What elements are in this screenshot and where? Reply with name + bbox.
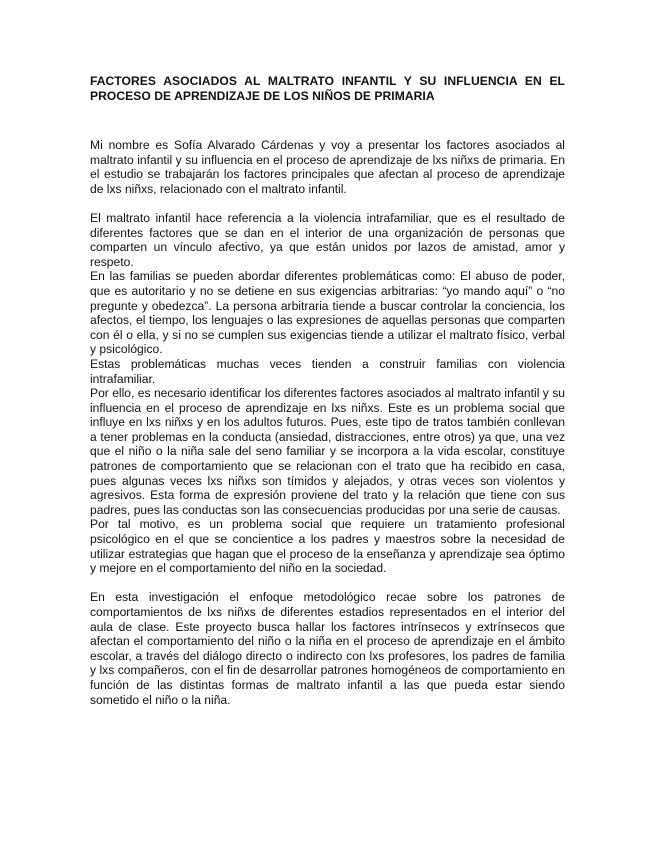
paragraph-definition: El maltrato infantil hace referencia a la violencia intrafamiliar, que es el resultado de diferentes factores que se dan en el interior de una organización de personas que comparten un vínculo afectivo, ya que están unidos por lazos de amistad, amor y respeto. xyxy=(90,210,565,269)
paragraph-methodology: En esta investigación el enfoque metodológico recae sobre los patrones de comportamientos de lxs niñxs de diferentes estadios representados en el interior del aula de clase. Este proyecto busca hallar los factores intrínsecos y extrínsecos que afectan el comportamiento del niño o la niña en el proceso de aprendizaje en el ámbito escolar, a través del diálogo directo o indirecto con lxs profesores, los padres de familia y lxs compañeros, con el fin de desarrollar patrones homogéneos de comportamiento en función de las distintas formas de maltrato infantil a las que pueda estar siendo sometido el niño o la niña. xyxy=(90,590,565,707)
paragraph-family-problems: En las familias se pueden abordar diferentes problemáticas como: El abuso de poder, que es autoritario y no se detiene en sus exigencias arbitrarias: “yo mando aquí” o “no pregunte y obedezca”. La persona arbitraria tiende a buscar controlar la conciencia, los afectos, el tiempo, los lenguajes o las expresiones de aquellas personas que comparten con él o ella, y si no se cumplen sus exigencias tiende a utilizar el maltrato físico, verbal y psicológico. xyxy=(90,269,565,357)
document-title: FACTORES ASOCIADOS AL MALTRATO INFANTIL Y SU INFLUENCIA EN EL PROCESO DE APRENDIZAJE DE LOS NIÑOS DE PRIMARIA xyxy=(90,74,565,103)
document-body xyxy=(90,74,565,707)
paragraph-introduction: Mi nombre es Sofía Alvarado Cárdenas y voy a presentar los factores asociados al maltrato infantil y su influencia en el proceso de aprendizaje de lxs niñxs de primaria. En el estudio se trabajarán los factores principales que afectan al proceso de aprendizaje de lxs niñxs, relacionado con el maltrato infantil. xyxy=(90,138,565,196)
paragraph-intrafamily-violence: Estas problemáticas muchas veces tienden a construir familias con violencia intrafamiliar. xyxy=(90,356,565,386)
paragraph-identification: Por ello, es necesario identificar los diferentes factores asociados al maltrato infantil y su influencia en el proceso de aprendizaje en lxs niñxs. Este es un problema social que influye en lxs niñxs y en los adultos futuros. Pues, este tipo de tratos también conllevan a tener problemas en la conducta (ansiedad, distracciones, entre otros) ya que, una vez que el niño o la niña sale del seno familiar y se incorpora a la vida escolar, constituye patrones de comportamiento que se relacionan con el trato que ha recibido en casa, pues algunas veces lxs niñxs son tímidos y alejados, y otras veces son violentos y agresivos. Esta forma de expresión proviene del trato y la relación que tiene con sus padres, pues las conductas son las consecuencias producidas por una serie de causas. xyxy=(90,386,565,517)
paragraph-treatment: Por tal motivo, es un problema social que requiere un tratamiento profesional psicológico en el que se concientice a los padres y maestros sobre la necesidad de utilizar estrategias que hagan que el proceso de la enseñanza y aprendizaje sea óptimo y mejore en el comportamiento del niño en la sociedad. xyxy=(90,517,565,576)
